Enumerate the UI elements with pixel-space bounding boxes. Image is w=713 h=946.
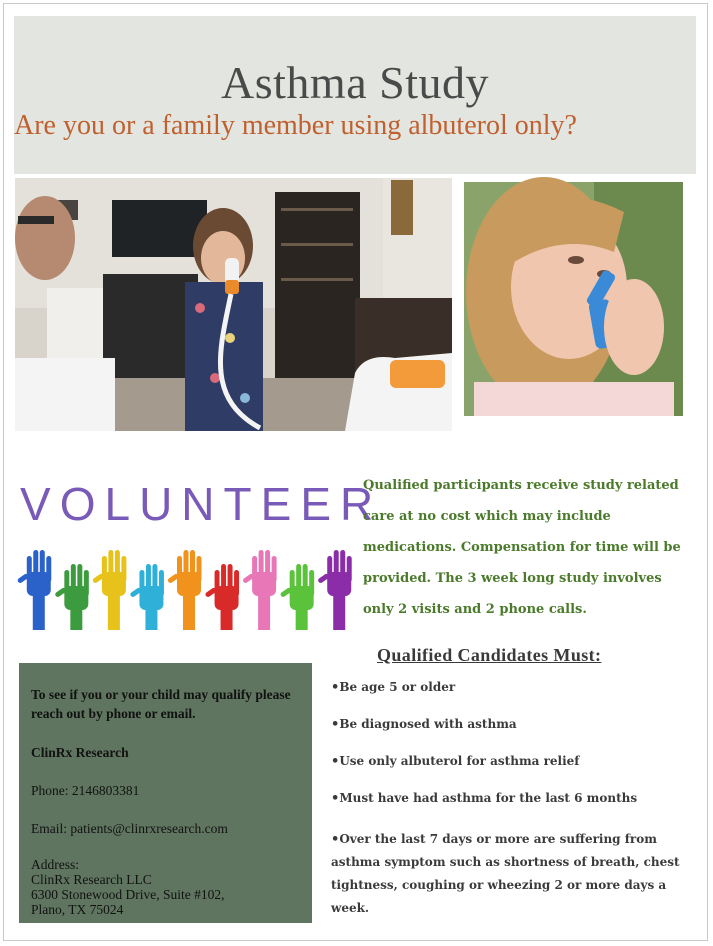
volunteer-letter: U	[139, 478, 182, 530]
study-info-text: Qualified participants receive study related care at no cost which may include medications. Compensation for time will be provided. The 3 week long study involves only 2 visits and 2 phone calls.	[363, 478, 681, 617]
address-line-1: ClinRx Research LLC	[31, 872, 152, 887]
hand-icon	[129, 564, 164, 630]
volunteer-letter: V	[20, 478, 60, 530]
contact-phone[interactable]: Phone: 2146803381	[31, 783, 140, 798]
criteria-item: •Must have had asthma for the last 6 months	[331, 791, 638, 806]
volunteer-letter: R	[340, 478, 383, 530]
photo-spirometer-test	[15, 178, 452, 431]
volunteer-letter: E	[300, 478, 341, 530]
volunteer-word	[20, 478, 382, 530]
volunteer-graphic	[20, 478, 383, 630]
criteria-list	[331, 680, 701, 942]
photo-inhaler	[464, 182, 683, 416]
hand-icon	[54, 564, 89, 630]
hand-icon	[317, 550, 352, 630]
contact-box	[19, 663, 312, 923]
volunteer-letter: N	[181, 478, 224, 530]
address-line-2: 6300 Stonewood Drive, Suite #102,	[31, 887, 225, 902]
volunteer-letter: E	[260, 478, 301, 530]
volunteer-letter: O	[59, 478, 105, 530]
hand-icon	[280, 564, 315, 630]
contact-org: ClinRx Research	[31, 745, 129, 760]
volunteer-hands-icon	[20, 478, 383, 630]
subtitle-text: Are you or a family member using albuterol only?	[14, 110, 577, 141]
contact-intro: To see if you or your child may qualify please reach out by phone or email.	[31, 687, 291, 721]
page-subtitle	[14, 110, 696, 142]
page-title: Asthma Study	[221, 57, 489, 108]
hand-icon	[17, 550, 52, 630]
address-label: Address:	[31, 857, 79, 872]
volunteer-letter: T	[223, 478, 261, 530]
volunteer-letter: L	[104, 478, 140, 530]
address-line-3: Plano, TX 75024	[31, 902, 124, 917]
criteria-item: •Over the last 7 days or more are suffering from asthma symptom such as shortness of breath, chest tightness, coughing or wheezing 2 or more days a week.	[331, 832, 680, 915]
contact-email[interactable]: Email: patients@clinrxresearch.com	[31, 821, 228, 836]
criteria-item: •Be age 5 or older	[331, 680, 456, 695]
hand-icon	[167, 550, 202, 630]
header-banner	[14, 16, 696, 174]
hand-icon	[92, 550, 127, 630]
criteria-item: •Use only albuterol for asthma relief	[331, 754, 580, 769]
criteria-title: Qualified Candidates Must:	[377, 645, 602, 665]
contact-address	[31, 857, 300, 917]
hand-icon	[242, 550, 277, 630]
criteria-item: •Be diagnosed with asthma	[331, 717, 517, 732]
hand-icon	[204, 564, 239, 630]
